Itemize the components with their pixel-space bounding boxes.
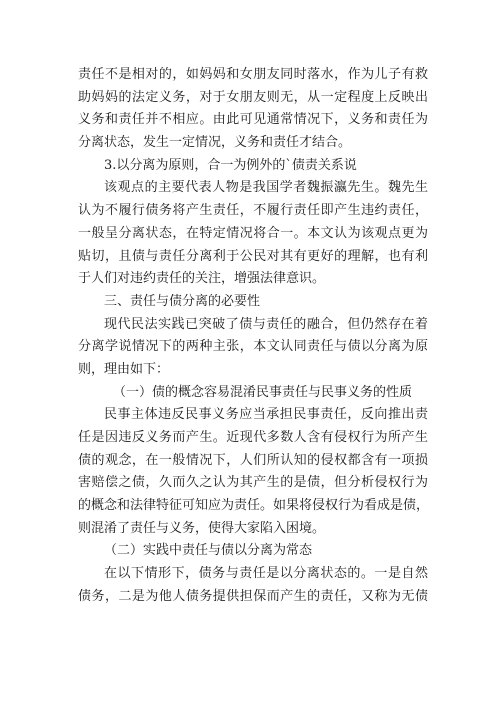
text-line: 现代民法实践已突破了债与责任的融合，但仍然存在着 bbox=[104, 316, 428, 332]
text-line: （一）债的概念容易混淆民事责任与民事义务的性质 bbox=[113, 384, 413, 400]
text-line: 任是因违反义务而产生。近现代多数人含有侵权行为所产生 bbox=[78, 430, 428, 445]
text-line: 责任不是相对的，如妈妈和女朋友同时落水，作为儿子有救 bbox=[78, 67, 428, 82]
text-line: 助妈妈的法定义务，对于女朋友则无，从一定程度上反映出 bbox=[78, 89, 428, 105]
text-line: 则，理由如下： bbox=[78, 361, 170, 377]
text-line: 该观点的主要代表人物是我国学者魏振瀛先生。魏先生 bbox=[104, 180, 428, 196]
text-line: 债务，二是为他人债务提供担保而产生的责任，又称为无债 bbox=[78, 588, 428, 604]
text-line: 一般呈分离状态，在特定情况将合一。本文认为该观点更为 bbox=[78, 225, 428, 241]
text-line: 贴切，且债与责任分离利于公民对其有更好的理解，也有利 bbox=[78, 248, 428, 264]
text-line: 债的观念，在一般情况下，人们所认知的侵权都含有一项损 bbox=[78, 452, 428, 468]
text-line: 于人们对违约责任的关注，增强法律意识。 bbox=[78, 271, 326, 287]
text-line: 3.以分离为原则，合一为例外的`债责关系说 bbox=[104, 157, 357, 173]
text-line: 分离学说情况下的两种主张，本文认同责任与债以分离为原 bbox=[78, 339, 428, 355]
text-line: 分离状态，发生一定情况，义务和责任才结合。 bbox=[78, 135, 352, 151]
text-line: 认为不履行债务将产生责任，不履行责任即产生违约责任， bbox=[78, 203, 428, 219]
text-line: 害赔偿之债，久而久之认为其产生的是债，但分析侵权行为 bbox=[78, 475, 428, 491]
text-line: 在以下情形下，债务与责任是以分离状态的。一是自然 bbox=[104, 566, 428, 582]
text-line: 民事主体违反民事义务应当承担民事责任，反向推出责 bbox=[104, 407, 428, 423]
text-line: 三、责任与债分离的必要性 bbox=[104, 293, 261, 309]
body-text bbox=[78, 64, 428, 609]
text-line: （二）实践中责任与债以分离为常态 bbox=[104, 543, 313, 559]
text-line: 的概念和法律特征可知应为责任。如果将侵权行为看成是债， bbox=[78, 498, 430, 514]
text-line: 义务和责任并不相应。由此可见通常情况下，义务和责任为 bbox=[78, 112, 428, 128]
text-line: 则混淆了责任与义务，使得大家陷入困境。 bbox=[78, 520, 326, 536]
